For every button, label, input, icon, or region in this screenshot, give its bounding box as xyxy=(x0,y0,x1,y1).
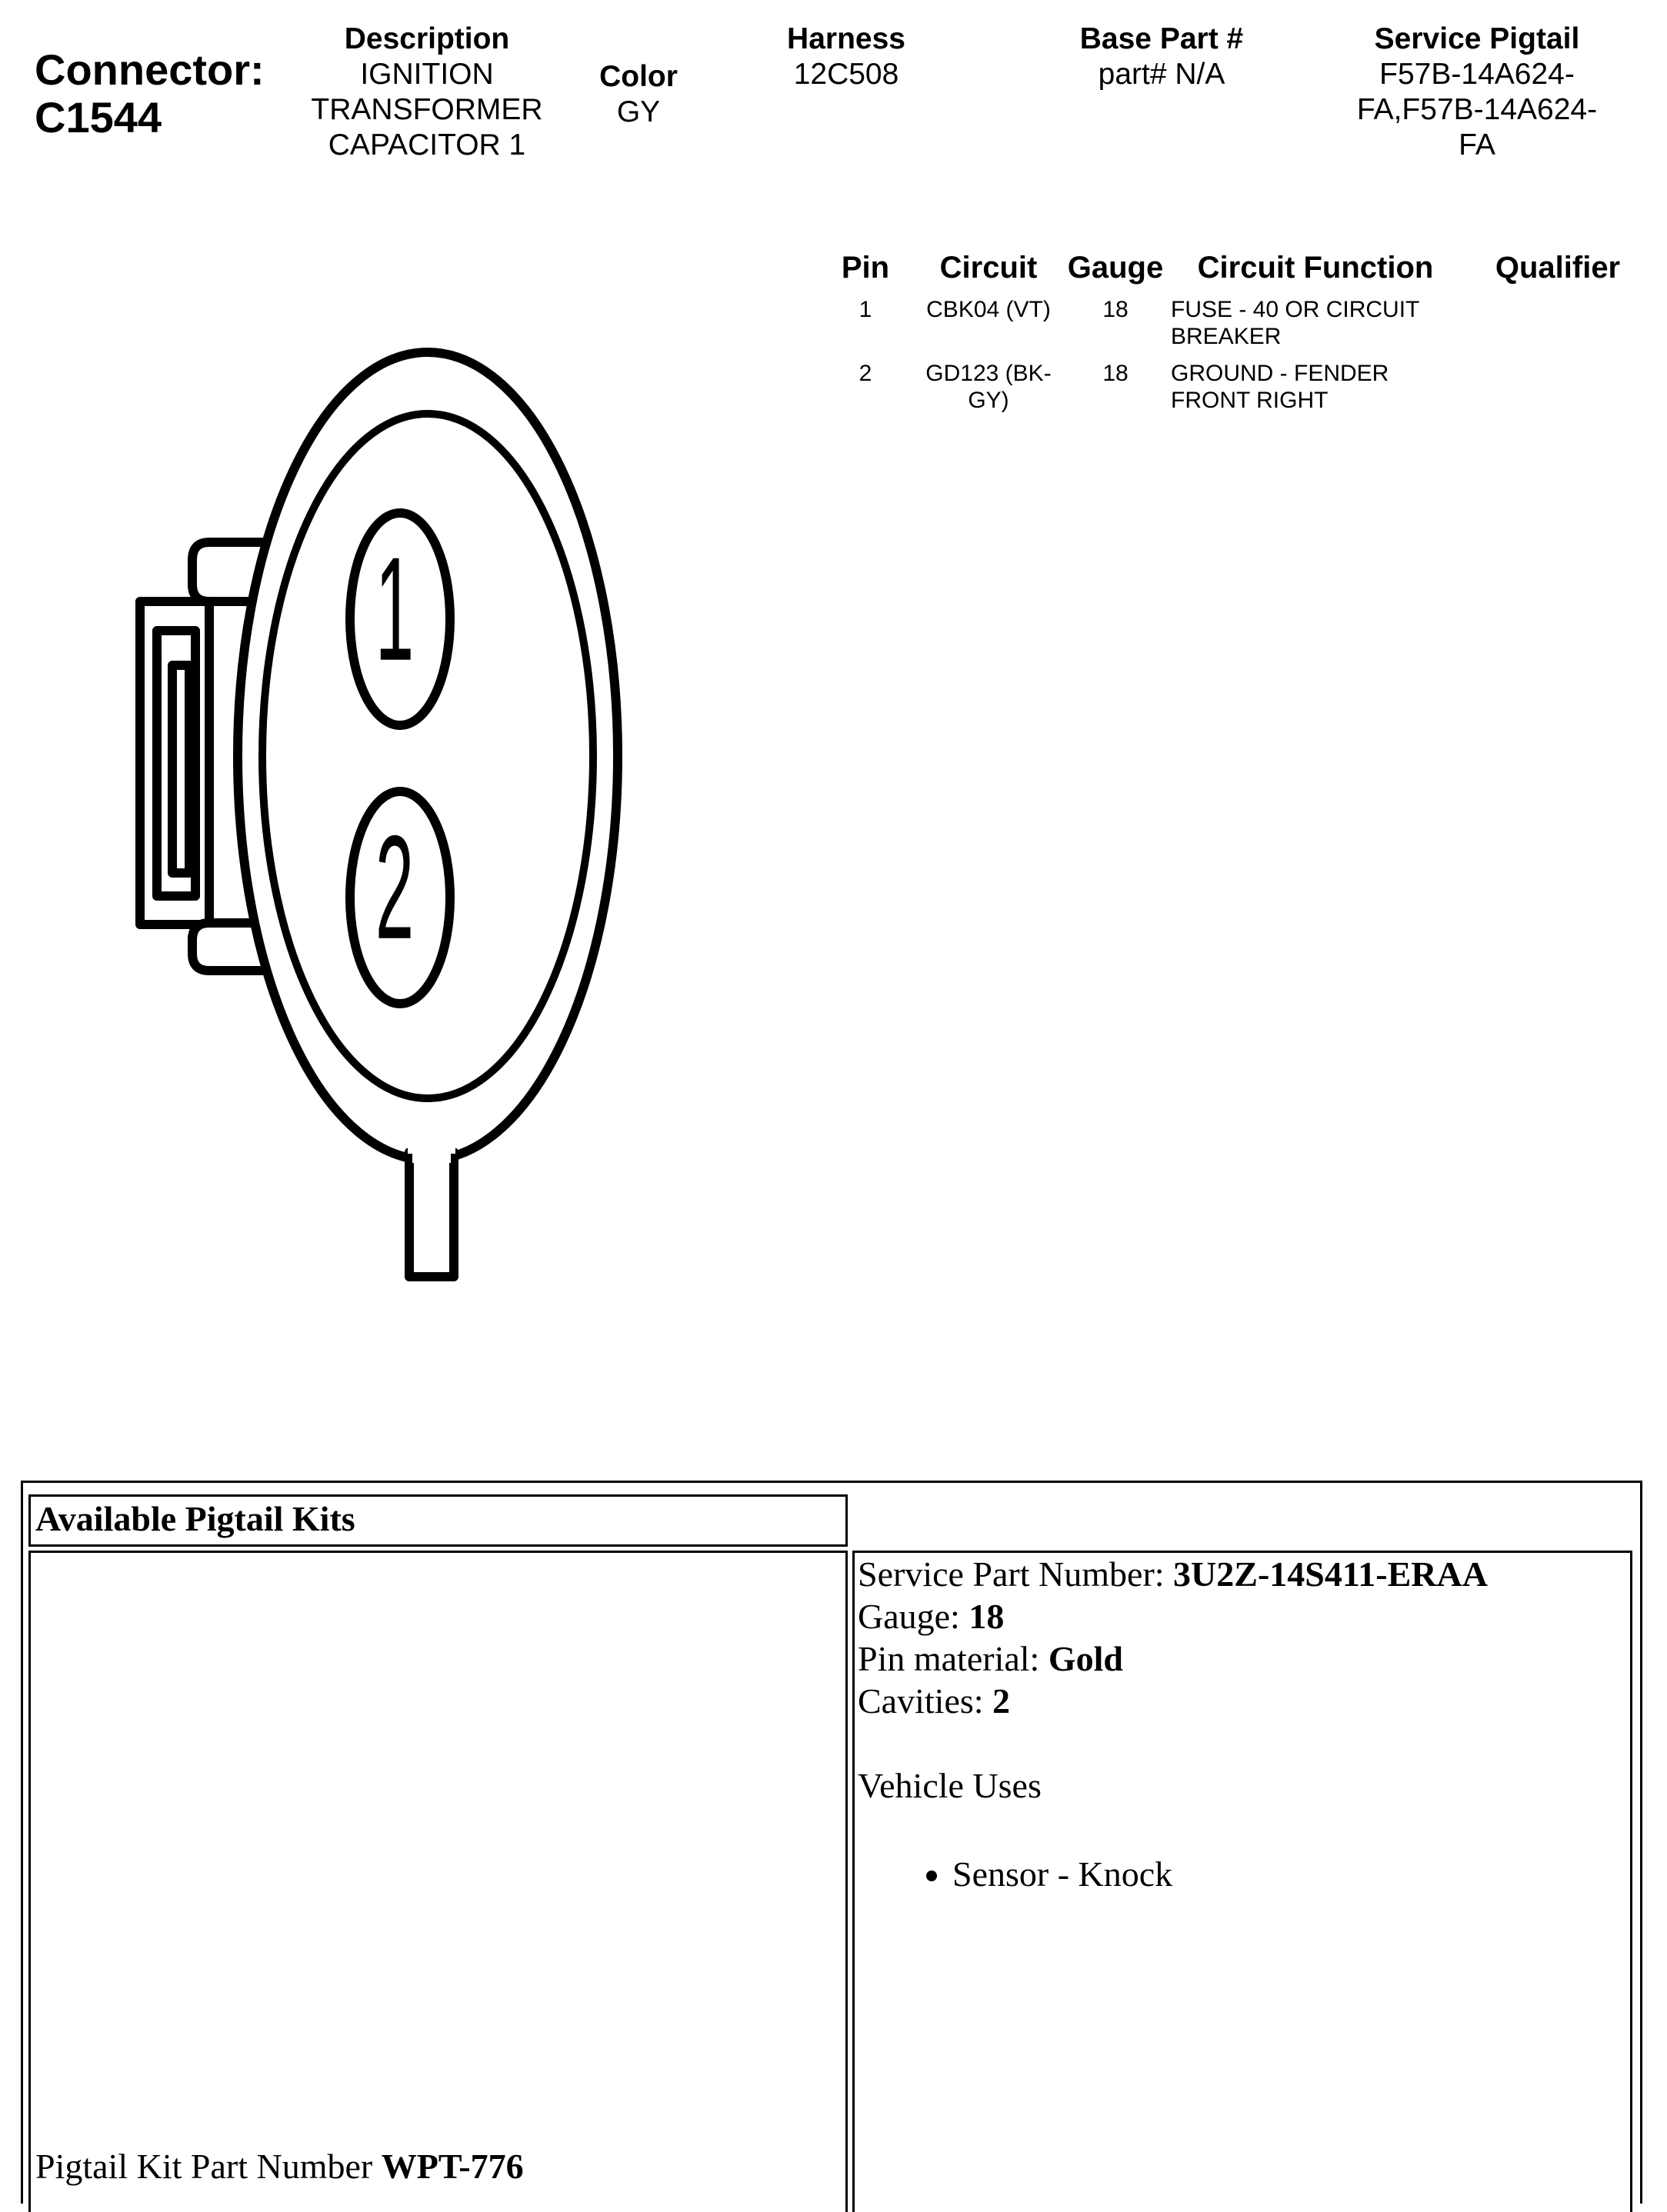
kit-part-number xyxy=(35,2145,524,2187)
service-part-label: Service Part Number: xyxy=(858,1554,1174,1594)
row-2-circuit-line-2: GY) xyxy=(968,388,1009,413)
qualifier-header: Qualifier xyxy=(1495,251,1621,285)
pin-1-label: 1 xyxy=(375,525,415,691)
cavities-value: 2 xyxy=(992,1681,1011,1721)
kit-part-value: WPT-776 xyxy=(381,2147,524,2186)
row-1-circuit-line-1: CBK04 (VT) xyxy=(926,297,1051,322)
circuit-function-header: Circuit Function xyxy=(1197,251,1434,285)
row-2-pin: 2 xyxy=(859,361,872,386)
service-part-value: 3U2Z-14S411-ERAA xyxy=(1173,1554,1488,1594)
row-1-function-line-1: FUSE - 40 OR CIRCUIT xyxy=(1171,297,1420,322)
connector-id: C1544 xyxy=(35,93,162,142)
row-2-circuit-line-1: GD123 (BK- xyxy=(925,361,1052,386)
vehicle-uses-list xyxy=(858,1853,1488,1895)
row-1-function-line-2: BREAKER xyxy=(1171,324,1282,349)
pin-material-label: Pin material: xyxy=(858,1639,1049,1678)
row-1-gauge: 18 xyxy=(1102,297,1129,322)
service-pigtail-label: Service Pigtail xyxy=(1374,22,1580,55)
pigtail-image-cell xyxy=(28,1551,848,2212)
service-part-line xyxy=(858,1553,1488,1595)
service-pigtail-line-1: F57B-14A624- xyxy=(1379,58,1575,91)
harness-label: Harness xyxy=(787,22,905,55)
pigtail-title-cell xyxy=(28,1494,848,1547)
row-2-gauge: 18 xyxy=(1102,361,1129,386)
connector-inner-body xyxy=(262,414,593,1098)
pigtail-info-cell xyxy=(852,1551,1632,2212)
description-line-3: CAPACITOR 1 xyxy=(328,128,526,162)
connector-key xyxy=(409,1152,454,1277)
pin-material-line xyxy=(858,1637,1488,1680)
pin-2-label: 2 xyxy=(375,804,415,970)
vehicle-uses-label: Vehicle Uses xyxy=(858,1766,1042,1805)
row-2-function-line-2: FRONT RIGHT xyxy=(1171,388,1329,413)
description-line-2: TRANSFORMER xyxy=(311,93,543,126)
pin-material-value: Gold xyxy=(1048,1639,1123,1678)
harness-value: 12C508 xyxy=(793,58,899,91)
description-line-1: IGNITION xyxy=(360,58,494,91)
circuit-header: Circuit xyxy=(939,251,1038,285)
gauge-label: Gauge: xyxy=(858,1597,969,1636)
description-label: Description xyxy=(344,22,510,55)
base-part-value: part# N/A xyxy=(1098,58,1225,91)
pin-header: Pin xyxy=(841,251,890,285)
cavities-label: Cavities: xyxy=(858,1681,993,1721)
gauge-header: Gauge xyxy=(1067,251,1164,285)
service-pigtail-line-2: FA,F57B-14A624- xyxy=(1356,93,1598,126)
gauge-line xyxy=(858,1595,1488,1637)
base-part-label: Base Part # xyxy=(1079,22,1244,55)
row-1-pin: 1 xyxy=(859,297,872,322)
gauge-value: 18 xyxy=(969,1597,1005,1636)
service-pigtail-line-3: FA xyxy=(1459,128,1495,162)
vehicle-use-item: • Sensor - Knock xyxy=(952,1853,1488,1895)
connector-label: Connector: xyxy=(35,45,265,94)
kit-part-label: Pigtail Kit Part Number xyxy=(35,2147,382,2186)
cavities-line xyxy=(858,1680,1488,1722)
pigtail-section-title: Available Pigtail Kits xyxy=(35,1499,355,1538)
color-value: GY xyxy=(616,95,661,128)
row-2-function-line-1: GROUND - FENDER xyxy=(1171,361,1389,386)
color-label: Color xyxy=(599,60,678,93)
